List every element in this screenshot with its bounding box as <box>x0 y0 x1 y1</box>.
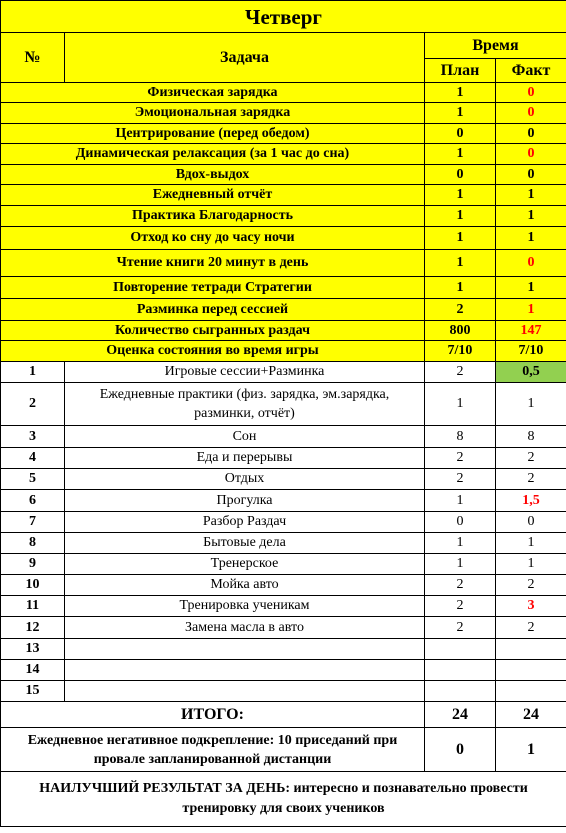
row-number: 15 <box>1 681 65 702</box>
fact-value: 0 <box>496 83 566 103</box>
row-number: 12 <box>1 617 65 639</box>
fact-value: 0,5 <box>496 362 566 383</box>
task-name: Центрирование (перед обедом) <box>1 124 425 144</box>
daily-task-row <box>1 277 566 299</box>
fact-value: 1 <box>496 206 566 227</box>
daily-task-row <box>1 321 566 341</box>
activity-name: Бытовые дела <box>65 533 425 554</box>
fact-value: 2 <box>496 575 566 596</box>
task-name: Отход ко сну до часу ночи <box>1 227 425 250</box>
row-number: 5 <box>1 469 65 490</box>
plan-value: 1 <box>425 277 496 299</box>
task-name: Повторение тетради Стратегии <box>1 277 425 299</box>
fact-value: 1 <box>496 554 566 575</box>
plan-value: 1 <box>425 83 496 103</box>
fact-value: 1,5 <box>496 490 566 512</box>
daily-task-row <box>1 299 566 321</box>
row-number: 6 <box>1 490 65 512</box>
fact-value: 1 <box>496 299 566 321</box>
fact-value: 0 <box>496 144 566 165</box>
plan-value: 1 <box>425 227 496 250</box>
plan-value: 800 <box>425 321 496 341</box>
fact-value: 1 <box>496 277 566 299</box>
plan-value: 2 <box>425 575 496 596</box>
activity-name: Ежедневные практики (физ. зарядка, эм.зарядка, разминки, отчёт) <box>65 383 425 426</box>
fact-value: 2 <box>496 448 566 469</box>
task-header: Задача <box>65 33 425 83</box>
fact-value: 0 <box>496 165 566 185</box>
negative-row <box>1 728 566 772</box>
plan-value: 2 <box>425 469 496 490</box>
fact-value: 1 <box>496 383 566 426</box>
plan-value: 1 <box>425 250 496 277</box>
activity-name: Игровые сессии+Разминка <box>65 362 425 383</box>
activity-name: Мойка авто <box>65 575 425 596</box>
time-row <box>1 490 566 512</box>
task-name: Оценка состояния во время игры <box>1 341 425 362</box>
daily-task-row <box>1 144 566 165</box>
task-name: Разминка перед сессией <box>1 299 425 321</box>
plan-value <box>425 681 496 702</box>
time-row <box>1 362 566 383</box>
row-number: 7 <box>1 512 65 533</box>
plan-value: 1 <box>425 383 496 426</box>
daily-task-row <box>1 83 566 103</box>
day-title: Четверг <box>1 1 566 33</box>
plan-value: 7/10 <box>425 341 496 362</box>
plan-value <box>425 660 496 681</box>
total-fact: 24 <box>496 702 566 728</box>
activity-name: Еда и перерывы <box>65 448 425 469</box>
time-row <box>1 596 566 617</box>
time-header: Время <box>425 33 566 59</box>
fact-value <box>496 639 566 660</box>
fact-value: 7/10 <box>496 341 566 362</box>
daily-task-row <box>1 124 566 144</box>
plan-value: 2 <box>425 617 496 639</box>
plan-value: 1 <box>425 103 496 124</box>
best-result-text: НАИЛУЧШИЙ РЕЗУЛЬТАТ ЗА ДЕНЬ: интересно и познавательно провести тренировку для своих учеников <box>1 772 566 827</box>
daily-task-row <box>1 185 566 206</box>
plan-value: 1 <box>425 185 496 206</box>
daily-task-row <box>1 103 566 124</box>
task-name: Ежедневный отчёт <box>1 185 425 206</box>
row-number: 8 <box>1 533 65 554</box>
activity-name: Сон <box>65 426 425 448</box>
negative-plan: 0 <box>425 728 496 772</box>
task-name: Динамическая релаксация (за 1 час до сна) <box>1 144 425 165</box>
time-row <box>1 383 566 426</box>
total-plan: 24 <box>425 702 496 728</box>
best-result-row <box>1 772 566 827</box>
daily-task-row <box>1 165 566 185</box>
fact-value: 1 <box>496 227 566 250</box>
time-row <box>1 681 566 702</box>
fact-value: 0 <box>496 512 566 533</box>
plan-value: 1 <box>425 490 496 512</box>
row-number: 13 <box>1 639 65 660</box>
fact-value: 1 <box>496 533 566 554</box>
task-name: Эмоциональная зарядка <box>1 103 425 124</box>
row-number: 9 <box>1 554 65 575</box>
fact-value <box>496 660 566 681</box>
time-row <box>1 533 566 554</box>
row-number: 2 <box>1 383 65 426</box>
row-number: 4 <box>1 448 65 469</box>
row-number: 3 <box>1 426 65 448</box>
time-row <box>1 426 566 448</box>
time-row <box>1 575 566 596</box>
fact-value: 0 <box>496 103 566 124</box>
fact-value: 8 <box>496 426 566 448</box>
total-label: ИТОГО: <box>1 702 425 728</box>
row-number: 11 <box>1 596 65 617</box>
time-row <box>1 554 566 575</box>
activity-name: Тренерское <box>65 554 425 575</box>
activity-name: Прогулка <box>65 490 425 512</box>
daily-task-row <box>1 250 566 277</box>
fact-value: 0 <box>496 250 566 277</box>
time-row <box>1 469 566 490</box>
task-name: Практика Благодарность <box>1 206 425 227</box>
task-name: Вдох-выдох <box>1 165 425 185</box>
time-row <box>1 617 566 639</box>
fact-value: 2 <box>496 469 566 490</box>
row-number: 14 <box>1 660 65 681</box>
activity-name <box>65 681 425 702</box>
plan-header: План <box>425 59 496 83</box>
daily-task-row <box>1 206 566 227</box>
plan-value: 0 <box>425 512 496 533</box>
row-number: 1 <box>1 362 65 383</box>
fact-header: Факт <box>496 59 566 83</box>
time-row <box>1 639 566 660</box>
total-row <box>1 702 566 728</box>
fact-value <box>496 681 566 702</box>
row-number: 10 <box>1 575 65 596</box>
fact-value: 1 <box>496 185 566 206</box>
negative-text: Ежедневное негативное подкрепление: 10 приседаний при провале запланированной дистанции <box>1 728 425 772</box>
negative-fact: 1 <box>496 728 566 772</box>
plan-value: 1 <box>425 206 496 227</box>
activity-name <box>65 660 425 681</box>
plan-value: 1 <box>425 533 496 554</box>
plan-value: 8 <box>425 426 496 448</box>
plan-value: 2 <box>425 448 496 469</box>
task-name: Чтение книги 20 минут в день <box>1 250 425 277</box>
plan-value: 2 <box>425 596 496 617</box>
daily-task-row <box>1 341 566 362</box>
fact-value: 0 <box>496 124 566 144</box>
number-header: № <box>1 33 65 83</box>
fact-value: 147 <box>496 321 566 341</box>
plan-value: 2 <box>425 299 496 321</box>
time-row <box>1 448 566 469</box>
time-row <box>1 512 566 533</box>
daily-task-row <box>1 227 566 250</box>
plan-value: 0 <box>425 165 496 185</box>
plan-value: 2 <box>425 362 496 383</box>
plan-value: 1 <box>425 144 496 165</box>
fact-value: 2 <box>496 617 566 639</box>
plan-value: 1 <box>425 554 496 575</box>
task-name: Физическая зарядка <box>1 83 425 103</box>
task-name: Количество сыгранных раздач <box>1 321 425 341</box>
fact-value: 3 <box>496 596 566 617</box>
activity-name: Тренировка ученикам <box>65 596 425 617</box>
activity-name: Отдых <box>65 469 425 490</box>
activity-name: Замена масла в авто <box>65 617 425 639</box>
time-row <box>1 660 566 681</box>
plan-value: 0 <box>425 124 496 144</box>
activity-name: Разбор Раздач <box>65 512 425 533</box>
activity-name <box>65 639 425 660</box>
plan-value <box>425 639 496 660</box>
